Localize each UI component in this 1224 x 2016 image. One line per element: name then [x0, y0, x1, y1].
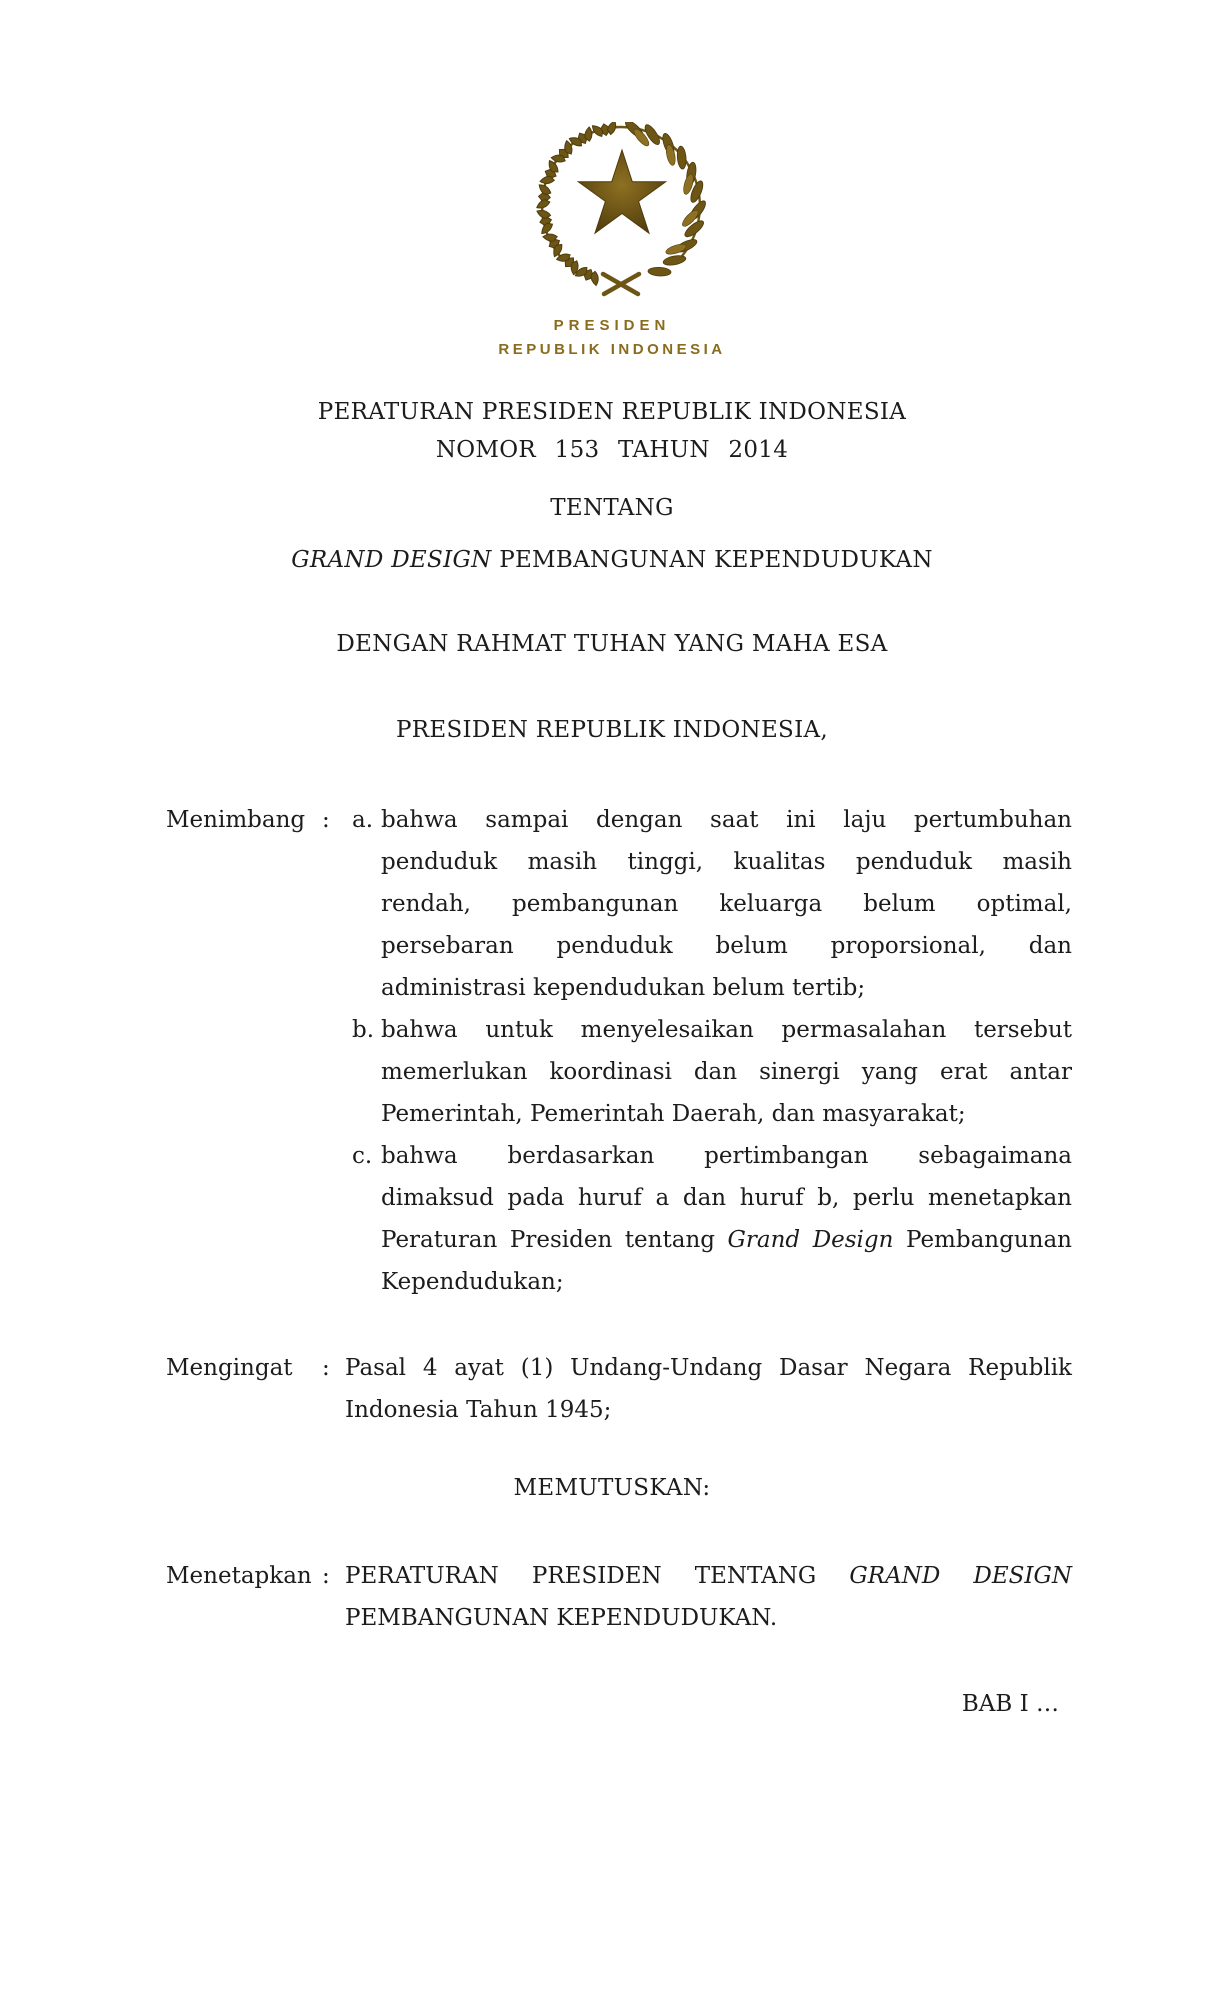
- letterhead-presiden: PRESIDEN: [553, 317, 671, 334]
- clause-line: dimaksud pada huruf a dan huruf b, perlu menetapkan: [381, 1185, 1072, 1211]
- clause-item: [345, 799, 1072, 1009]
- clause-line: penduduk masih tinggi, kualitas penduduk masih: [381, 849, 1072, 875]
- clause-line: Kependudukan;: [381, 1269, 564, 1295]
- clause-line: rendah, pembangunan keluarga belum optimal,: [381, 891, 1072, 917]
- clause-line: memerlukan koordinasi dan sinergi yang erat antar: [381, 1059, 1072, 1085]
- clause-line: Peraturan Presiden tentang Grand Design Pembangunan: [381, 1227, 1072, 1253]
- clause-item-marker: b.: [352, 1017, 375, 1043]
- catchword-bab-i: BAB I …: [961, 1691, 1059, 1717]
- clause-item-lines: [381, 799, 1072, 1009]
- clause-line: Pemerintah, Pemerintah Daerah, dan masyarakat;: [381, 1101, 966, 1127]
- clause-item-lines: [345, 1555, 1072, 1639]
- title-tentang: TENTANG: [550, 495, 674, 521]
- clause-item-marker: c.: [352, 1143, 373, 1169]
- clause-line: administrasi kependudukan belum tertib;: [381, 975, 866, 1001]
- clause-item-lines: [381, 1135, 1072, 1303]
- menimbang-label: Menimbang: [166, 807, 306, 833]
- title-subject: GRAND DESIGN PEMBANGUNAN KEPENDUDUKAN: [291, 547, 933, 573]
- clause-item: [345, 1135, 1072, 1303]
- clause-item-lines: [381, 1009, 1072, 1135]
- clause-line: Pasal 4 ayat (1) Undang-Undang Dasar Negara Republik: [345, 1355, 1072, 1381]
- menetapkan-label: Menetapkan: [166, 1563, 312, 1589]
- mengingat-section: [166, 1347, 1072, 1431]
- memutuskan-heading: MEMUTUSKAN:: [513, 1475, 711, 1501]
- presidential-star-wreath-emblem-icon: [532, 122, 710, 300]
- clause-item-lines: [345, 1347, 1072, 1431]
- menetapkan-items: [345, 1555, 1072, 1639]
- menetapkan-colon: :: [322, 1563, 330, 1589]
- clause-line: bahwa berdasarkan pertimbangan sebagaimana: [381, 1143, 1072, 1169]
- clause-line: Indonesia Tahun 1945;: [345, 1397, 612, 1423]
- menimbang-items: [345, 799, 1072, 1303]
- clause-line: bahwa untuk menyelesaikan permasalahan tersebut: [381, 1017, 1072, 1043]
- clause-item-marker: a.: [352, 807, 374, 833]
- clause-item: [345, 1009, 1072, 1135]
- clause-line: bahwa sampai dengan saat ini laju pertumbuhan: [381, 807, 1072, 833]
- title-line-1: PERATURAN PRESIDEN REPUBLIK INDONESIA: [317, 399, 907, 425]
- clause-line: PEMBANGUNAN KEPENDUDUKAN.: [345, 1605, 778, 1631]
- mengingat-colon: :: [322, 1355, 330, 1381]
- clause-line: PERATURAN PRESIDEN TENTANG GRAND DESIGN: [345, 1563, 1072, 1589]
- title-line-2-nomor: NOMOR 153 TAHUN 2014: [435, 437, 789, 463]
- menetapkan-section: [166, 1555, 1072, 1639]
- star-icon: [578, 150, 665, 233]
- clause-line: persebaran penduduk belum proporsional, dan: [381, 933, 1072, 959]
- clause-item: [345, 1347, 1072, 1431]
- emblem-svg: [532, 122, 710, 300]
- invocation-line: DENGAN RAHMAT TUHAN YANG MAHA ESA: [336, 631, 888, 657]
- authority-line: PRESIDEN REPUBLIK INDONESIA,: [396, 717, 828, 743]
- mengingat-items: [345, 1347, 1072, 1431]
- mengingat-label: Mengingat: [166, 1355, 293, 1381]
- clause-item: [345, 1555, 1072, 1639]
- menimbang-colon: :: [322, 807, 330, 833]
- menimbang-section: [166, 799, 1072, 1303]
- letterhead-republik-indonesia: REPUBLIK INDONESIA: [498, 341, 726, 358]
